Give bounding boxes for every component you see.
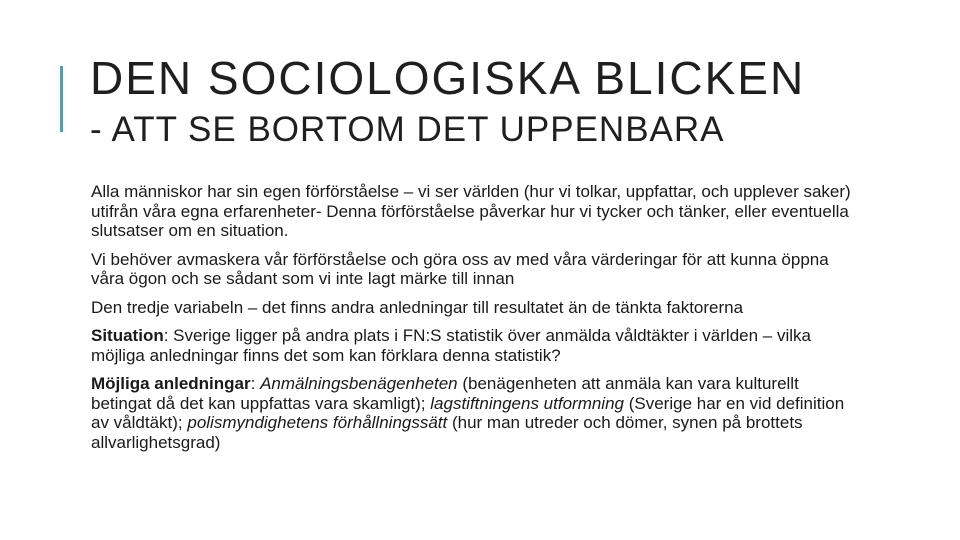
paragraph-forforstaelse: Alla människor har sin egen förförståelse – vi ser världen (hur vi tolkar, uppfattar, och upplever saker) utifrån våra egna erfarenheter- Denna förförståelse påverkar hur vi tycker och tänker, eller eventuella slutsatser om en situation. (91, 182, 851, 240)
paragraph-avmaskera: Vi behöver avmaskera vår förförståelse och göra oss av med våra värderingar för att kunna öppna våra ögon och se sådant som vi inte lagt märke till innan (91, 249, 829, 288)
title-accent-bar (60, 66, 63, 132)
anledningar-text-3: (hur man utreder och dömer, synen på brottets allvarlighetsgrad) (91, 413, 803, 452)
paragraph-situation (91, 326, 861, 365)
anledningar-label: Möjliga anledningar (91, 374, 251, 393)
term-polismyndighet: polismyndighetens förhållningssätt (187, 413, 448, 432)
paragraph-tredje-variabeln: Den tredje variabeln – det finns andra anledningar till resultatet än de tänkta faktorerna (91, 297, 744, 317)
slide-subtitle: - ATT SE BORTOM DET UPPENBARA (90, 110, 725, 149)
slide-title: DEN SOCIOLOGISKA BLICKEN (90, 52, 806, 104)
paragraph-mojliga-anledningar (91, 374, 861, 452)
anledningar-text-1: (benägenheten att anmäla kan vara kulturellt betingat då det kan uppfattas vara skamligt); (91, 374, 799, 413)
anledningar-separator: : (250, 374, 261, 393)
anledningar-text-2: (Sverige har en vid definition av våldtäkt); (91, 393, 845, 432)
situation-label: Situation (91, 326, 164, 345)
situation-text: : Sverige ligger på andra plats i FN:S statistik över anmälda våldtäkter i världen – vilka möjliga anledningar finns det som kan förklara denna statistik? (91, 326, 811, 365)
term-anmalningsbenagenheten: Anmälningsbenägenheten (260, 374, 458, 393)
term-lagstiftning: lagstiftningens utformning (430, 393, 624, 413)
slide-body (91, 182, 861, 461)
